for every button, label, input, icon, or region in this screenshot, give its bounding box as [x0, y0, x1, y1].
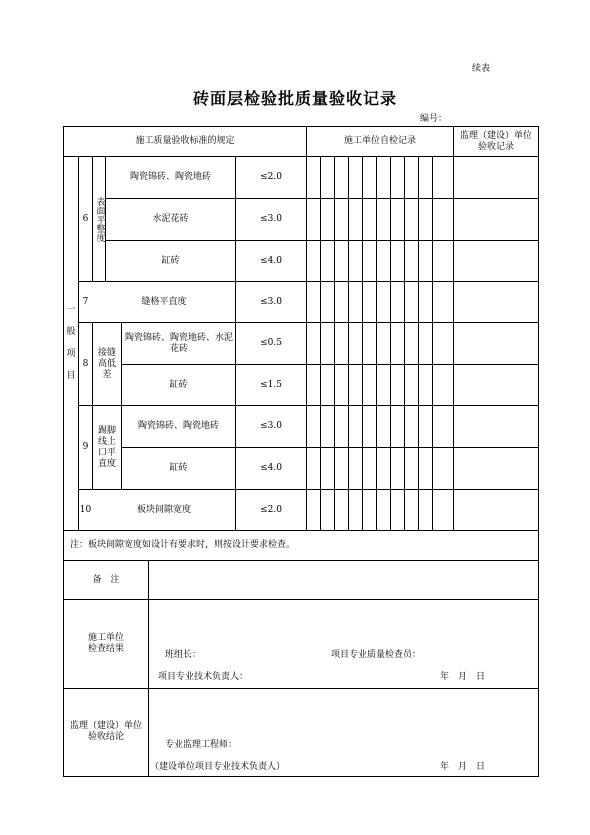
tolerance-value: ≤2.0: [260, 172, 282, 182]
tolerance-value: ≤4.0: [260, 255, 282, 266]
item-name: 板块间隙宽度: [136, 504, 191, 515]
tolerance-value: ≤1.5: [260, 379, 282, 390]
item-name: 接缝高低差: [97, 347, 116, 380]
continued-label: 续表: [472, 64, 491, 74]
tolerance-value: ≤2.0: [260, 504, 282, 515]
tolerance-value: ≤4.0: [260, 463, 282, 473]
header-self-check: 施工单位自检记录: [343, 136, 416, 146]
item-name: 踢脚线上口平直度: [97, 425, 116, 469]
sub-item: 陶瓷锦砖、陶瓷地砖: [137, 421, 219, 431]
sub-item: 缸砖: [169, 379, 188, 390]
category-label: 一 般 项 目: [66, 305, 76, 381]
construction-label: 施工单位 检查结果: [87, 633, 124, 654]
team-leader-label: 班组长：: [165, 650, 202, 660]
tech-lead-label: 项目专业技术负责人：: [158, 672, 249, 682]
quality-inspector-label: 项目专业质量检查员：: [331, 650, 422, 660]
number-label: 编号：: [420, 114, 448, 124]
supervision-date: 年 月 日: [440, 762, 486, 772]
item-name: 表面平整度: [94, 196, 105, 242]
sub-item: 水泥花砖: [152, 214, 189, 224]
header-standard: 施工质量验收标准的规定: [135, 136, 235, 146]
tolerance-value: ≤0.5: [260, 338, 282, 348]
page-title: 砖面层检验批质量验收记录: [192, 88, 397, 108]
tolerance-value: ≤3.0: [260, 296, 282, 307]
sub-item: 陶瓷锦砖、陶瓷地砖、水泥花砖: [124, 332, 233, 354]
item-number: 6: [82, 213, 89, 224]
tolerance-value: ≤3.0: [260, 214, 282, 224]
engineer-label: 专业监理工程师：: [165, 740, 238, 750]
sub-item: 缸砖: [169, 463, 188, 473]
item-name: 缝格平直度: [141, 296, 187, 307]
supervision-label: 监理（建设）单位 验收结论: [69, 721, 142, 742]
item-number: 7: [82, 296, 89, 307]
owner-label: （建设单位项目专业技术负责人）: [150, 762, 286, 772]
sub-item: 缸砖: [161, 255, 180, 266]
header-supervision: 监理（建设）单位 验收记录: [459, 130, 532, 152]
remarks-label: 备 注: [92, 574, 120, 585]
sub-item: 陶瓷锦砖、陶瓷地砖: [129, 172, 211, 182]
tolerance-value: ≤3.0: [260, 421, 282, 431]
item-number: 10: [79, 504, 92, 515]
note-text: 注：板块间隙宽度如设计有要求时，则按设计要求检查。: [70, 540, 296, 550]
construction-date: 年 月 日: [440, 672, 486, 682]
item-number: 8: [82, 358, 89, 369]
item-number: 9: [82, 442, 89, 452]
